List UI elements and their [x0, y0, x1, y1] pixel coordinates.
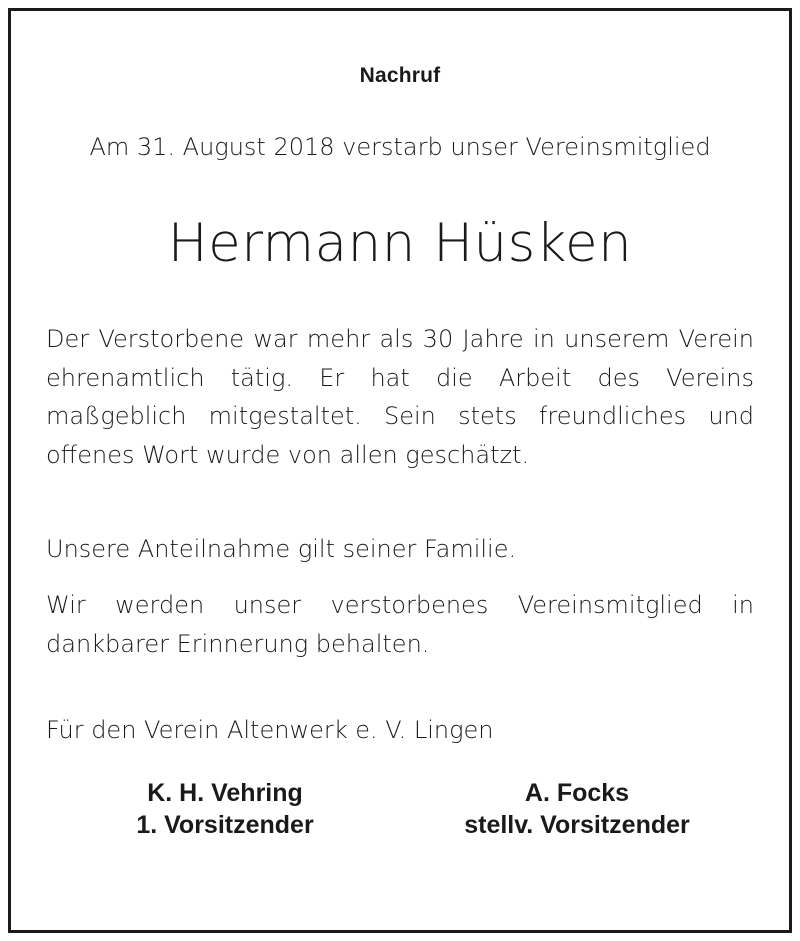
condolence-paragraph: Unsere Anteilnahme gilt seiner Familie. — [46, 535, 517, 563]
signer-name: A. Focks — [524, 779, 630, 807]
obituary-heading: Nachruf — [359, 64, 441, 87]
signer-chairman — [110, 777, 340, 841]
signer-role: 1. Vorsitzender — [136, 811, 314, 839]
tribute-paragraph: Der Verstorbene war mehr als 30 Jahre in unserem Verein ehrenamtlich tätig. Er hat die Arbeit des Vereins maßgeblich mitgestaltet. Sein stets freundliches und offenes Wort wurde von allen geschätzt. — [46, 325, 754, 469]
signer-name: K. H. Vehring — [147, 779, 303, 807]
signer-role: stellv. Vorsitzender — [464, 811, 690, 839]
death-announcement: Am 31. August 2018 verstarb unser Vereinsmitglied — [89, 133, 711, 161]
deceased-name: Hermann Hüsken — [167, 213, 633, 274]
signer-deputy-chairman — [430, 777, 724, 841]
club-line: Für den Verein Altenwerk e. V. Lingen — [46, 716, 494, 744]
remembrance-paragraph: Wir werden unser verstorbenes Vereinsmitglied in dankbarer Erinnerung behalten. — [46, 591, 754, 658]
